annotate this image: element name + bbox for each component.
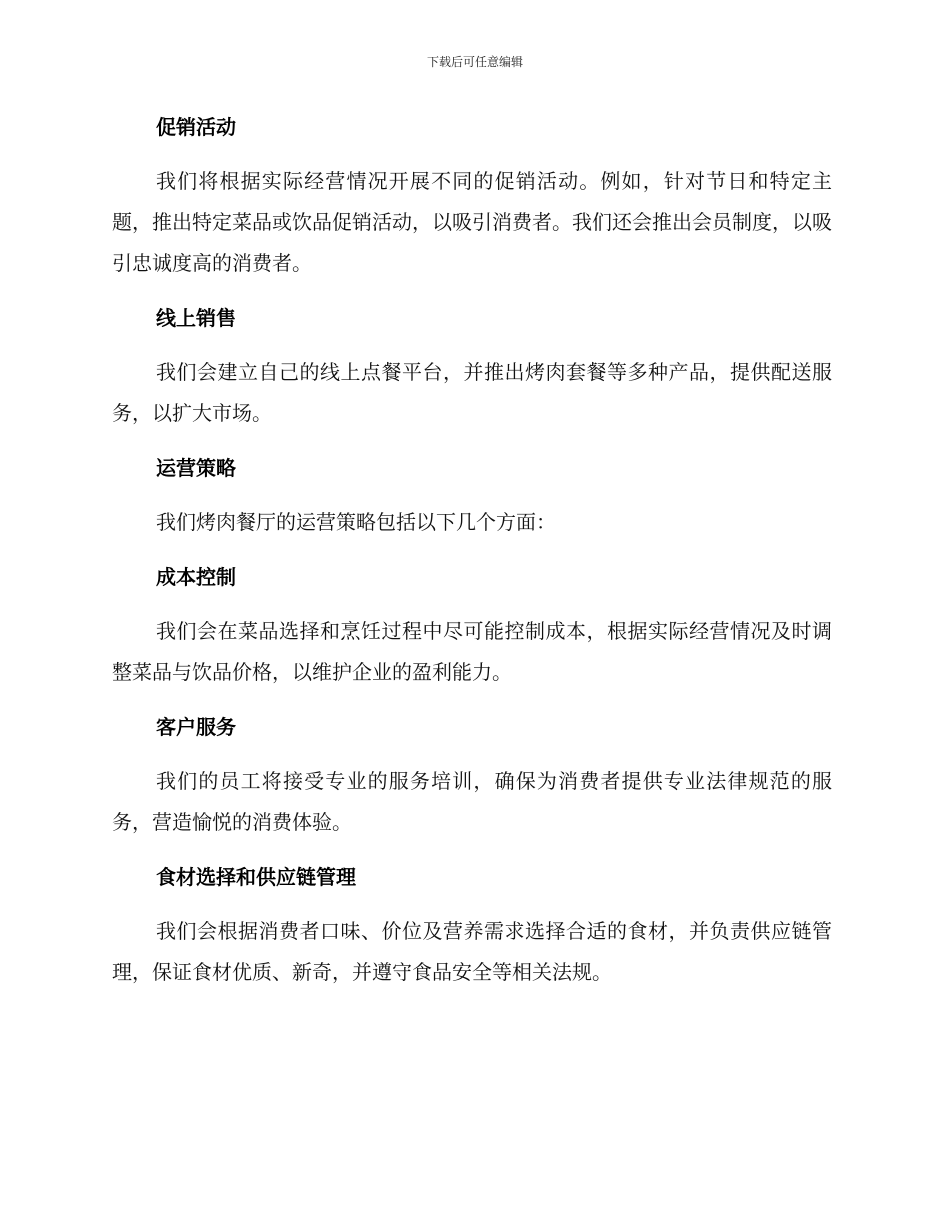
section-cost-control bbox=[112, 558, 832, 693]
section-heading: 食材选择和供应链管理 bbox=[156, 865, 356, 889]
section-promotions bbox=[112, 108, 832, 284]
section-paragraph: 我们烤肉餐厅的运营策略包括以下几个方面： bbox=[156, 510, 556, 534]
section-ingredient-supply-chain bbox=[112, 858, 832, 993]
section-paragraph: 我们会在菜品选择和烹饪过程中尽可能控制成本，根据实际经营情况及时调整菜品与饮品价格，以维护企业的盈利能力。 bbox=[112, 619, 832, 684]
section-heading: 成本控制 bbox=[156, 565, 236, 589]
document-body bbox=[112, 108, 832, 1008]
section-heading: 线上销售 bbox=[156, 306, 236, 330]
page-header: 下载后可任意编辑 bbox=[426, 55, 523, 69]
section-operation-strategy bbox=[112, 449, 832, 543]
section-online-sales bbox=[112, 299, 832, 434]
section-heading: 促销活动 bbox=[156, 115, 236, 139]
section-paragraph: 我们将根据实际经营情况开展不同的促销活动。例如，针对节日和特定主题，推出特定菜品或饮品促销活动，以吸引消费者。我们还会推出会员制度，以吸引忠诚度高的消费者。 bbox=[112, 169, 832, 275]
section-heading: 运营策略 bbox=[156, 456, 236, 480]
section-heading: 客户服务 bbox=[156, 715, 236, 739]
section-customer-service bbox=[112, 708, 832, 843]
section-paragraph: 我们会建立自己的线上点餐平台，并推出烤肉套餐等多种产品，提供配送服务，以扩大市场。 bbox=[112, 360, 832, 425]
section-paragraph: 我们的员工将接受专业的服务培训，确保为消费者提供专业法律规范的服务，营造愉悦的消费体验。 bbox=[112, 769, 832, 834]
section-paragraph: 我们会根据消费者口味、价位及营养需求选择合适的食材，并负责供应链管理，保证食材优质、新奇，并遵守食品安全等相关法规。 bbox=[112, 919, 832, 984]
